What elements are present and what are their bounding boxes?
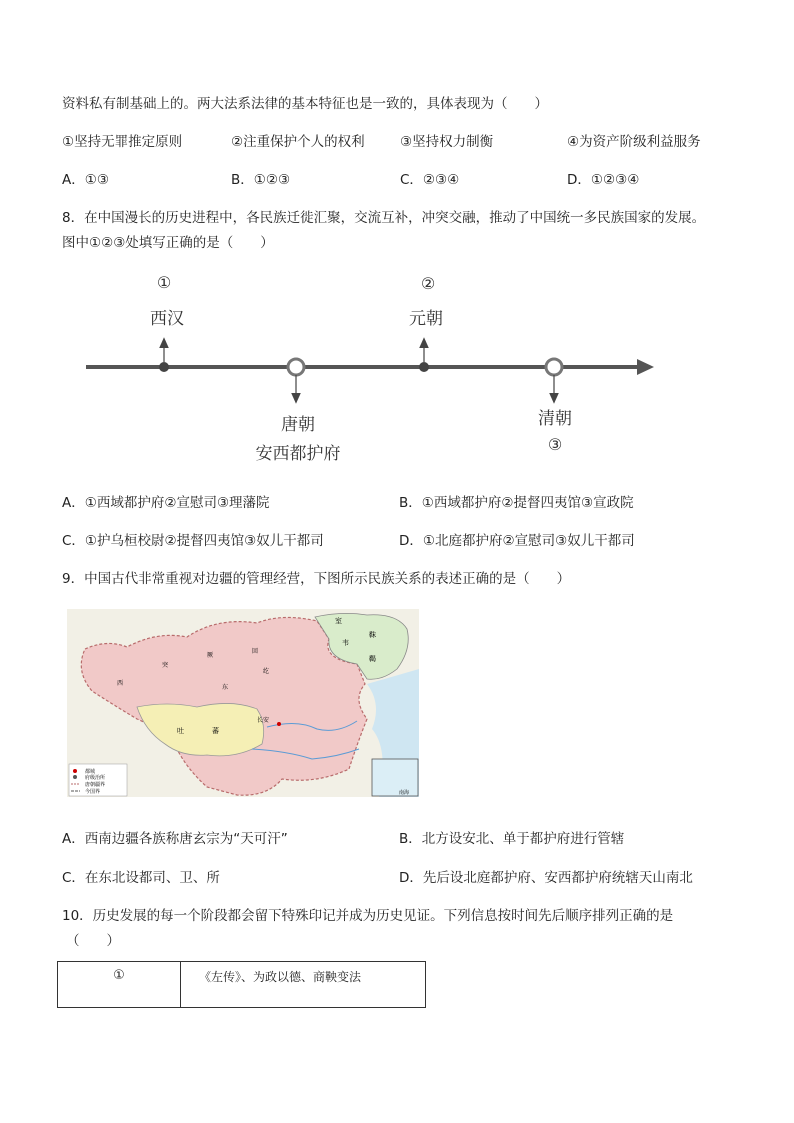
- map-legend-seat: 府级治所: [85, 775, 106, 781]
- q7-item-1: ①坚持无罪推定原则: [62, 134, 183, 150]
- q9-option-d[interactable]: D．先后设北庭都护府、安西都护府统辖天山南北: [399, 870, 693, 886]
- q7-item-4: ④为资产阶级利益服务: [567, 134, 701, 150]
- timeline-ring-tang: [288, 359, 304, 375]
- q7-option-c[interactable]: C．②③④: [400, 172, 460, 188]
- map-label-mo: 靺: [369, 631, 376, 639]
- q10-stem-line1: 10．历史发展的每一个阶段都会留下特殊印记并成为历史见证。下列信息按时间先后顺序排列正确的是: [62, 908, 674, 924]
- map-label-bo: 蕃: [212, 727, 219, 735]
- q10-stem-line2: （ ）: [66, 933, 120, 949]
- map-legend-modern: 今国界: [85, 789, 101, 795]
- timeline-label-anxi: 安西都护府: [255, 444, 341, 464]
- map-label-dong: 东: [222, 684, 229, 691]
- timeline-label-3: ③: [547, 435, 563, 454]
- q7-stem-continuation: 资料私有制基础上的。两大法系法律的基本特征也是一致的，具体表现为（ ）: [62, 96, 548, 112]
- timeline-label-2: ②: [420, 274, 436, 293]
- q8-timeline-diagram: [80, 262, 680, 472]
- map-legend-capital: 都城: [85, 769, 96, 775]
- map-changan-dot: [277, 722, 281, 726]
- timeline-dot-yuan: [419, 362, 429, 372]
- map-label-tu2: 吐: [177, 727, 184, 735]
- q8-option-a[interactable]: A．①西域都护府②宣慰司③理藩院: [62, 495, 270, 511]
- q10-info-table: [57, 961, 426, 1008]
- map-legend-border: 唐朝疆界: [85, 782, 106, 788]
- timeline-label-qing: 清朝: [538, 409, 572, 429]
- timeline-dot-xihan: [159, 362, 169, 372]
- q8-option-b[interactable]: B．①西域都护府②提督四夷馆③宣政院: [399, 495, 634, 511]
- map-inset-box: [372, 759, 418, 796]
- q7-option-b[interactable]: B．①②③: [231, 172, 291, 188]
- q9-tang-map: [67, 609, 419, 797]
- map-label-jue: 厥: [207, 652, 214, 659]
- map-label-xi: 西: [117, 680, 124, 687]
- q7-option-a[interactable]: A．①③: [62, 172, 109, 188]
- timeline-ring-qing: [546, 359, 562, 375]
- map-label-changan: 长安: [257, 717, 270, 724]
- table-cell-number: ①: [58, 962, 181, 1008]
- q9-option-b[interactable]: B．北方设安北、单于都护府进行管辖: [399, 831, 625, 847]
- q9-stem: 9．中国古代非常重视对边疆的管理经营，下图所示民族关系的表述正确的是（ ）: [62, 571, 571, 587]
- map-label-wei: 韦: [342, 639, 349, 647]
- q9-option-c[interactable]: C．在东北设都司、卫、所: [62, 870, 220, 886]
- q7-item-3: ③坚持权力制衡: [400, 134, 494, 150]
- timeline-label-1: ①: [156, 273, 172, 292]
- timeline-label-xihan: 西汉: [150, 309, 184, 329]
- q8-stem-line1: 8．在中国漫长的历史进程中，各民族迁徙汇聚，交流互补，冲突交融，推动了中国统一多民族国家的发展。: [62, 210, 706, 226]
- q8-option-c[interactable]: C．①护乌桓校尉②提督四夷馆③奴儿干都司: [62, 533, 324, 549]
- table-row: [58, 962, 426, 1008]
- map-label-he: 鞨: [369, 655, 376, 663]
- map-label-tu: 突: [162, 662, 169, 669]
- q9-option-a[interactable]: A．西南边疆各族称唐玄宗为“天可汗”: [62, 831, 288, 847]
- q8-option-d[interactable]: D．①北庭都护府②宣慰司③奴儿干都司: [399, 533, 635, 549]
- map-label-shi: 室: [335, 617, 342, 625]
- q7-option-d[interactable]: D．①②③④: [567, 172, 640, 188]
- timeline-axis-arrowhead: [637, 359, 654, 375]
- timeline-label-yuan: 元朝: [409, 309, 443, 329]
- q8-stem-line2: 图中①②③处填写正确的是（ ）: [62, 235, 274, 251]
- timeline-label-tang: 唐朝: [281, 415, 315, 435]
- map-label-hui: 回: [252, 648, 259, 655]
- map-label-nanhai: 南海: [399, 790, 410, 796]
- map-label-he2: 纥: [263, 668, 270, 675]
- table-cell-text: 《左传》、为政以德、商鞅变法: [181, 962, 426, 1008]
- q7-item-2: ②注重保护个人的权利: [231, 134, 365, 150]
